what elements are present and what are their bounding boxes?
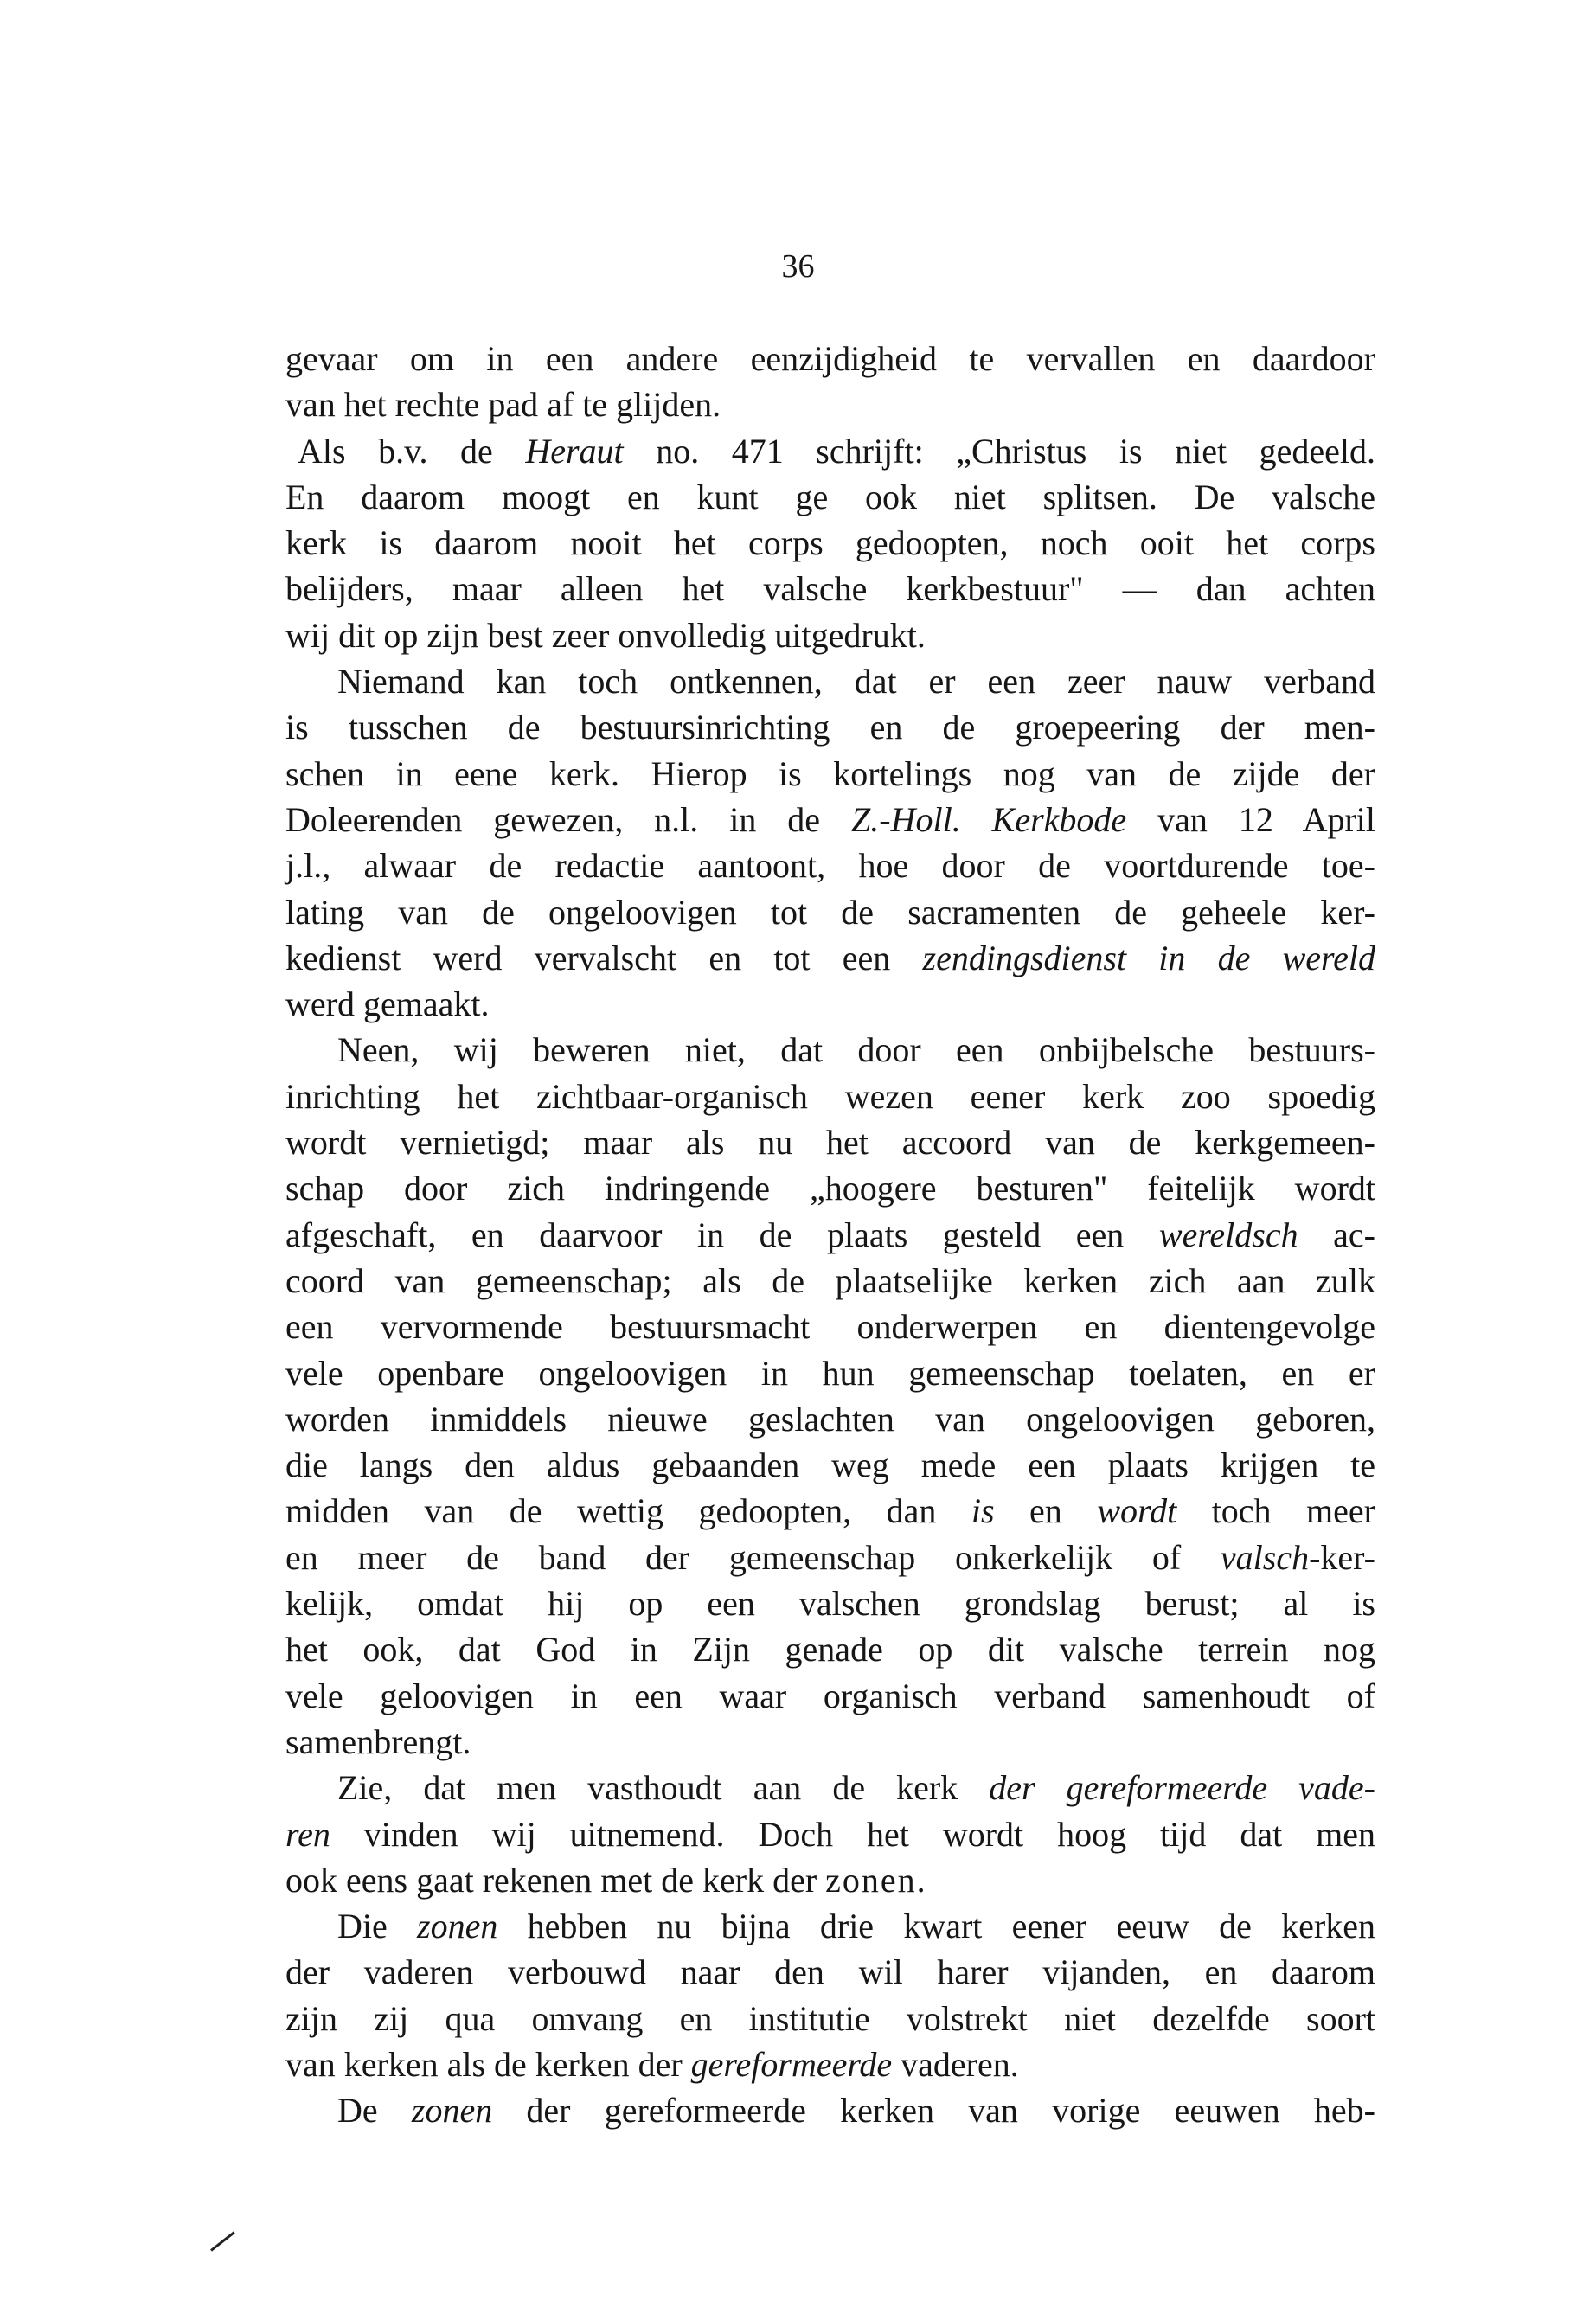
text-run: is tusschen de bestuursinrichting en de groepeering der men- bbox=[285, 708, 1375, 747]
text-line bbox=[285, 1719, 1375, 1765]
text-run: schap door zich indringende „hoogere besturen" feitelijk wordt bbox=[285, 1169, 1375, 1208]
text-run: Zie, dat men vasthoudt aan de kerk bbox=[337, 1768, 990, 1808]
text-run: afgeschaft, en daarvoor in de plaats gesteld een bbox=[285, 1215, 1159, 1254]
text-line bbox=[285, 1673, 1375, 1719]
text-run: van het rechte pad af te glijden. bbox=[285, 385, 721, 425]
text-run: vele geloovigen in een waar organisch verband samenhoudt of bbox=[285, 1676, 1375, 1715]
italic-text: valsch bbox=[1220, 1537, 1310, 1577]
text-run: lating van de ongeloovigen tot de sacramenten de geheele ker- bbox=[285, 892, 1375, 932]
text-run: coord van gemeenschap; als de plaatselijke kerken zich aan zulk bbox=[285, 1260, 1375, 1300]
text-line bbox=[285, 1535, 1375, 1580]
italic-text: zonen bbox=[417, 1907, 498, 1946]
text-run: worden inmiddels nieuwe geslachten van ongeloovigen geboren, bbox=[285, 1399, 1375, 1439]
text-line bbox=[285, 1765, 1375, 1811]
text-line bbox=[285, 1212, 1375, 1258]
text-run: en bbox=[994, 1491, 1098, 1531]
text-run: der vaderen verbouwd naar den wil harer vijanden, en daarom bbox=[285, 1952, 1375, 1992]
text-line bbox=[285, 336, 1375, 381]
text-line bbox=[285, 2041, 1375, 2087]
italic-text: ren bbox=[285, 1814, 330, 1854]
text-run: van kerken als de kerken der bbox=[285, 2044, 691, 2084]
italic-text: Heraut bbox=[525, 431, 624, 471]
text-line bbox=[285, 1304, 1375, 1349]
text-run: van 12 April bbox=[1126, 799, 1376, 839]
text-run: De bbox=[337, 2091, 412, 2131]
text-line bbox=[285, 428, 1375, 474]
text-run: kelijk, omdat hij op een valschen grondslag berust; al is bbox=[285, 1584, 1375, 1624]
text-line bbox=[285, 1903, 1375, 1949]
text-line bbox=[285, 1350, 1375, 1396]
text-line bbox=[285, 612, 1375, 658]
italic-text: wordt bbox=[1097, 1491, 1177, 1531]
text-run: Doleerenden gewezen, n.l. in de bbox=[285, 799, 852, 839]
text-line bbox=[285, 1488, 1375, 1534]
text-line bbox=[285, 1949, 1375, 1995]
text-line bbox=[285, 1580, 1375, 1626]
text-line bbox=[285, 658, 1375, 704]
text-run: Neen, wij beweren niet, dat door een onbijbelsche bestuurs- bbox=[337, 1030, 1375, 1070]
italic-text: Z.-Holl. Kerkbode bbox=[851, 799, 1127, 839]
text-line bbox=[285, 981, 1375, 1027]
body-text bbox=[285, 336, 1375, 2134]
text-line bbox=[285, 843, 1375, 888]
text-run: En daarom moogt en kunt ge ook niet splitsen. De valsche bbox=[285, 477, 1375, 516]
ink-mark bbox=[210, 2231, 235, 2251]
text-line bbox=[285, 474, 1375, 520]
text-run: Als b.v. de bbox=[298, 431, 526, 471]
text-run: ook eens gaat rekenen met de kerk der bbox=[285, 1860, 826, 1900]
text-line bbox=[285, 1626, 1375, 1672]
text-run: die langs den aldus gebaanden weg mede een plaats krijgen te bbox=[285, 1445, 1375, 1485]
text-line bbox=[285, 889, 1375, 935]
italic-text: zendingsdienst in de wereld bbox=[922, 938, 1376, 977]
text-line bbox=[285, 1165, 1375, 1211]
italic-text: zonen bbox=[411, 2091, 493, 2131]
text-line bbox=[285, 797, 1375, 843]
italic-text: is bbox=[971, 1491, 995, 1531]
text-run: wij dit op zijn best zeer onvolledig uitgedrukt. bbox=[285, 615, 926, 655]
text-run: werd gemaakt. bbox=[285, 984, 490, 1024]
italic-text: gereformeerde bbox=[690, 2044, 893, 2084]
text-run: -ker- bbox=[1309, 1537, 1375, 1577]
text-run: zonen. bbox=[825, 1860, 927, 1900]
text-line bbox=[285, 1119, 1375, 1165]
text-line bbox=[285, 1396, 1375, 1442]
text-line bbox=[285, 1258, 1375, 1304]
text-run: midden van de wettig gedoopten, dan bbox=[285, 1491, 971, 1531]
text-run: hebben nu bijna drie kwart eener eeuw de kerken bbox=[497, 1907, 1375, 1946]
text-line bbox=[285, 751, 1375, 797]
text-run: een vervormende bestuursmacht onderwerpen en dientengevolge bbox=[285, 1307, 1375, 1347]
text-run: vinden wij uitnemend. Doch het wordt hoog tijd dat men bbox=[330, 1814, 1375, 1854]
text-run: no. 471 schrijft: „Christus is niet gedeeld. bbox=[623, 431, 1375, 471]
text-line bbox=[285, 381, 1375, 427]
text-line bbox=[285, 1857, 1375, 1903]
text-run: samenbrengt. bbox=[285, 1721, 471, 1761]
text-run: het ook, dat God in Zijn genade op dit valsche terrein nog bbox=[285, 1630, 1375, 1670]
text-run: schen in eene kerk. Hierop is kortelings nog van de zijde der bbox=[285, 753, 1375, 793]
text-line bbox=[285, 1811, 1375, 1857]
text-line bbox=[285, 1027, 1375, 1073]
italic-text: der gereformeerde vade- bbox=[989, 1768, 1375, 1808]
text-run: gevaar om in een andere eenzijdigheid te vervallen en daardoor bbox=[285, 339, 1375, 378]
text-line bbox=[285, 2087, 1375, 2133]
text-line bbox=[285, 520, 1375, 566]
text-run: en meer de band der gemeenschap onkerkelijk of bbox=[285, 1537, 1221, 1577]
text-run: toch meer bbox=[1176, 1491, 1375, 1531]
text-run: Die bbox=[337, 1907, 418, 1946]
text-line bbox=[285, 1442, 1375, 1488]
text-run: wordt vernietigd; maar als nu het accoord van de kerkgemeen- bbox=[285, 1123, 1375, 1163]
text-run: vele openbare ongeloovigen in hun gemeenschap toelaten, en er bbox=[285, 1353, 1375, 1393]
text-line bbox=[285, 566, 1375, 612]
text-run: der gereformeerde kerken van vorige eeuwen heb- bbox=[492, 2091, 1376, 2131]
text-run: inrichting het zichtbaar-organisch wezen eener kerk zoo spoedig bbox=[285, 1076, 1375, 1116]
text-line bbox=[285, 1074, 1375, 1119]
text-run: ac- bbox=[1298, 1215, 1376, 1254]
text-run: vaderen. bbox=[892, 2044, 1019, 2084]
text-line bbox=[285, 704, 1375, 750]
text-run: kedienst werd vervalscht en tot een bbox=[285, 938, 923, 977]
text-run: Niemand kan toch ontkennen, dat er een zeer nauw verband bbox=[337, 662, 1375, 702]
italic-text: wereldsch bbox=[1158, 1215, 1298, 1254]
text-run: j.l., alwaar de redactie aantoont, hoe door de voortdurende toe- bbox=[285, 846, 1375, 886]
text-line bbox=[285, 935, 1375, 981]
text-run: belijders, maar alleen het valsche kerkbestuur" — dan achten bbox=[285, 569, 1375, 609]
text-line bbox=[285, 1996, 1375, 2041]
text-run: kerk is daarom nooit het corps gedoopten, noch ooit het corps bbox=[285, 523, 1375, 563]
text-run: zijn zij qua omvang en institutie volstrekt niet dezelfde soort bbox=[285, 1998, 1375, 2038]
page-number: 36 bbox=[781, 248, 815, 285]
